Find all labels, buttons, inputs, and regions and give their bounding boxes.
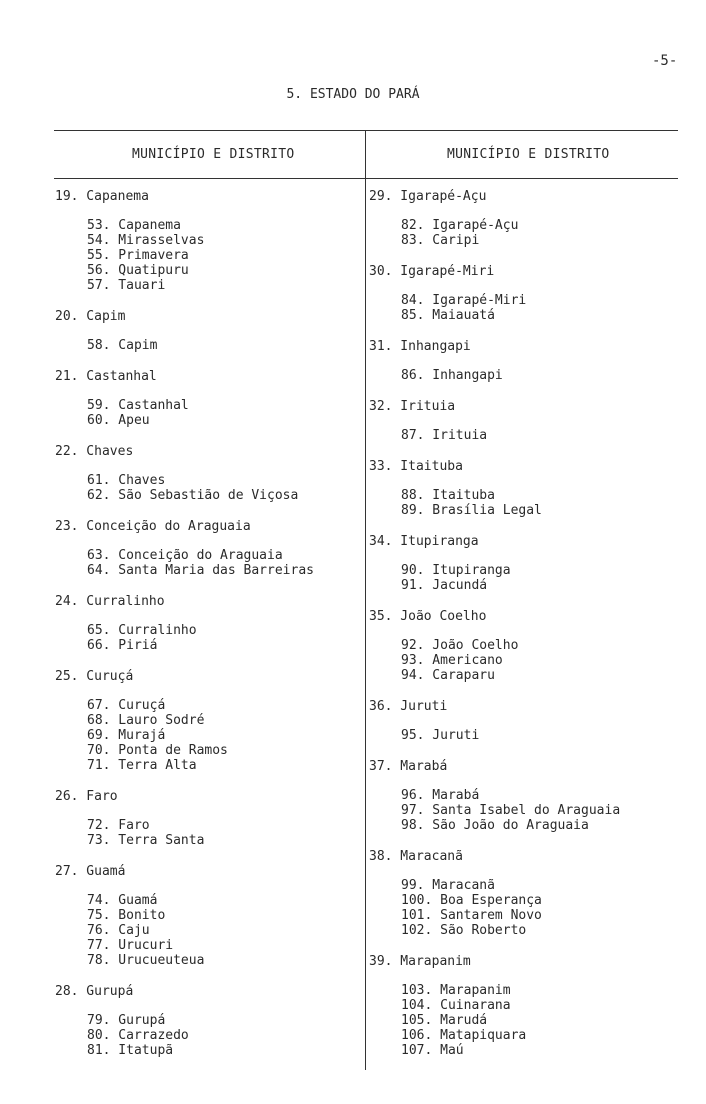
municipio-entry: 30. Igarapé-Miri — [369, 264, 495, 279]
column-divider — [365, 130, 366, 1070]
distrito-entry: 58. Capim — [87, 338, 158, 353]
distrito-entry: 63. Conceição do Araguaia — [87, 548, 283, 563]
distrito-entry: 94. Caraparu — [401, 668, 495, 683]
distrito-entry: 72. Faro — [87, 818, 150, 833]
distrito-entry: 95. Juruti — [401, 728, 480, 743]
distrito-entry: 61. Chaves — [87, 473, 166, 488]
distrito-entry: 81. Itatupã — [87, 1043, 174, 1058]
municipio-entry: 22. Chaves — [55, 444, 134, 459]
municipio-entry: 24. Curralinho — [55, 594, 165, 609]
distrito-entry: 57. Tauari — [87, 278, 166, 293]
header-bottom-rule — [54, 178, 678, 179]
distrito-entry: 84. Igarapé-Miri — [401, 293, 527, 308]
distrito-entry: 65. Curralinho — [87, 623, 197, 638]
left-column-header: MUNICÍPIO E DISTRITO — [132, 147, 295, 162]
distrito-entry: 79. Gurupá — [87, 1013, 166, 1028]
distrito-entry: 104. Cuinarana — [401, 998, 511, 1013]
distrito-entry: 86. Inhangapi — [401, 368, 503, 383]
distrito-entry: 100. Boa Esperança — [401, 893, 542, 908]
distrito-entry: 101. Santarem Novo — [401, 908, 542, 923]
distrito-entry: 99. Maracanã — [401, 878, 495, 893]
municipio-entry: 20. Capim — [55, 309, 126, 324]
municipio-entry: 21. Castanhal — [55, 369, 157, 384]
distrito-entry: 70. Ponta de Ramos — [87, 743, 228, 758]
distrito-entry: 82. Igarapé-Açu — [401, 218, 519, 233]
municipio-entry: 38. Maracanã — [369, 849, 463, 864]
distrito-entry: 71. Terra Alta — [87, 758, 197, 773]
municipio-entry: 27. Guamá — [55, 864, 126, 879]
distrito-entry: 55. Primavera — [87, 248, 189, 263]
distrito-entry: 75. Bonito — [87, 908, 166, 923]
distrito-entry: 78. Urucueuteua — [87, 953, 205, 968]
distrito-entry: 105. Marudá — [401, 1013, 488, 1028]
distrito-entry: 80. Carrazedo — [87, 1028, 189, 1043]
municipio-entry: 25. Curuçá — [55, 669, 134, 684]
distrito-entry: 67. Curuçá — [87, 698, 166, 713]
distrito-entry: 92. João Coelho — [401, 638, 519, 653]
distrito-entry: 91. Jacundá — [401, 578, 488, 593]
right-column-header: MUNICÍPIO E DISTRITO — [447, 147, 610, 162]
distrito-entry: 85. Maiauatá — [401, 308, 495, 323]
municipio-entry: 37. Marabá — [369, 759, 448, 774]
distrito-entry: 97. Santa Isabel do Araguaia — [401, 803, 621, 818]
distrito-entry: 90. Itupiranga — [401, 563, 511, 578]
page-title: 5. ESTADO DO PARÁ — [286, 87, 420, 102]
distrito-entry: 56. Quatipuru — [87, 263, 189, 278]
distrito-entry: 96. Marabá — [401, 788, 480, 803]
distrito-entry: 106. Matapiquara — [401, 1028, 527, 1043]
distrito-entry: 69. Murajá — [87, 728, 166, 743]
municipio-entry: 19. Capanema — [55, 189, 149, 204]
distrito-entry: 68. Lauro Sodré — [87, 713, 205, 728]
distrito-entry: 103. Marapanim — [401, 983, 511, 998]
left-column — [55, 188, 314, 1073]
municipio-entry: 23. Conceição do Araguaia — [55, 519, 251, 534]
distrito-entry: 89. Brasília Legal — [401, 503, 542, 518]
municipio-entry: 33. Itaituba — [369, 459, 463, 474]
distrito-entry: 107. Maú — [401, 1043, 464, 1058]
municipio-entry: 35. João Coelho — [369, 609, 487, 624]
page-number: -5- — [652, 53, 678, 69]
distrito-entry: 83. Caripi — [401, 233, 480, 248]
distrito-entry: 66. Piriá — [87, 638, 158, 653]
distrito-entry: 93. Americano — [401, 653, 503, 668]
distrito-entry: 88. Itaituba — [401, 488, 495, 503]
distrito-entry: 64. Santa Maria das Barreiras — [87, 563, 314, 578]
distrito-entry: 77. Urucuri — [87, 938, 174, 953]
distrito-entry: 59. Castanhal — [87, 398, 189, 413]
right-column — [369, 188, 620, 1073]
distrito-entry: 62. São Sebastião de Viçosa — [87, 488, 299, 503]
distrito-entry: 74. Guamá — [87, 893, 158, 908]
municipio-entry: 31. Inhangapi — [369, 339, 471, 354]
table-top-rule — [54, 130, 678, 131]
municipio-entry: 29. Igarapé-Açu — [369, 189, 487, 204]
distrito-entry: 76. Caju — [87, 923, 150, 938]
municipio-entry: 36. Juruti — [369, 699, 448, 714]
municipio-entry: 39. Marapanim — [369, 954, 471, 969]
distrito-entry: 54. Mirasselvas — [87, 233, 205, 248]
municipio-entry: 28. Gurupá — [55, 984, 134, 999]
distrito-entry: 53. Capanema — [87, 218, 181, 233]
municipio-entry: 32. Irituia — [369, 399, 456, 414]
distrito-entry: 98. São João do Araguaia — [401, 818, 589, 833]
distrito-entry: 87. Irituia — [401, 428, 488, 443]
municipio-entry: 34. Itupiranga — [369, 534, 479, 549]
municipio-entry: 26. Faro — [55, 789, 118, 804]
distrito-entry: 73. Terra Santa — [87, 833, 205, 848]
distrito-entry: 102. São Roberto — [401, 923, 527, 938]
distrito-entry: 60. Apeu — [87, 413, 150, 428]
